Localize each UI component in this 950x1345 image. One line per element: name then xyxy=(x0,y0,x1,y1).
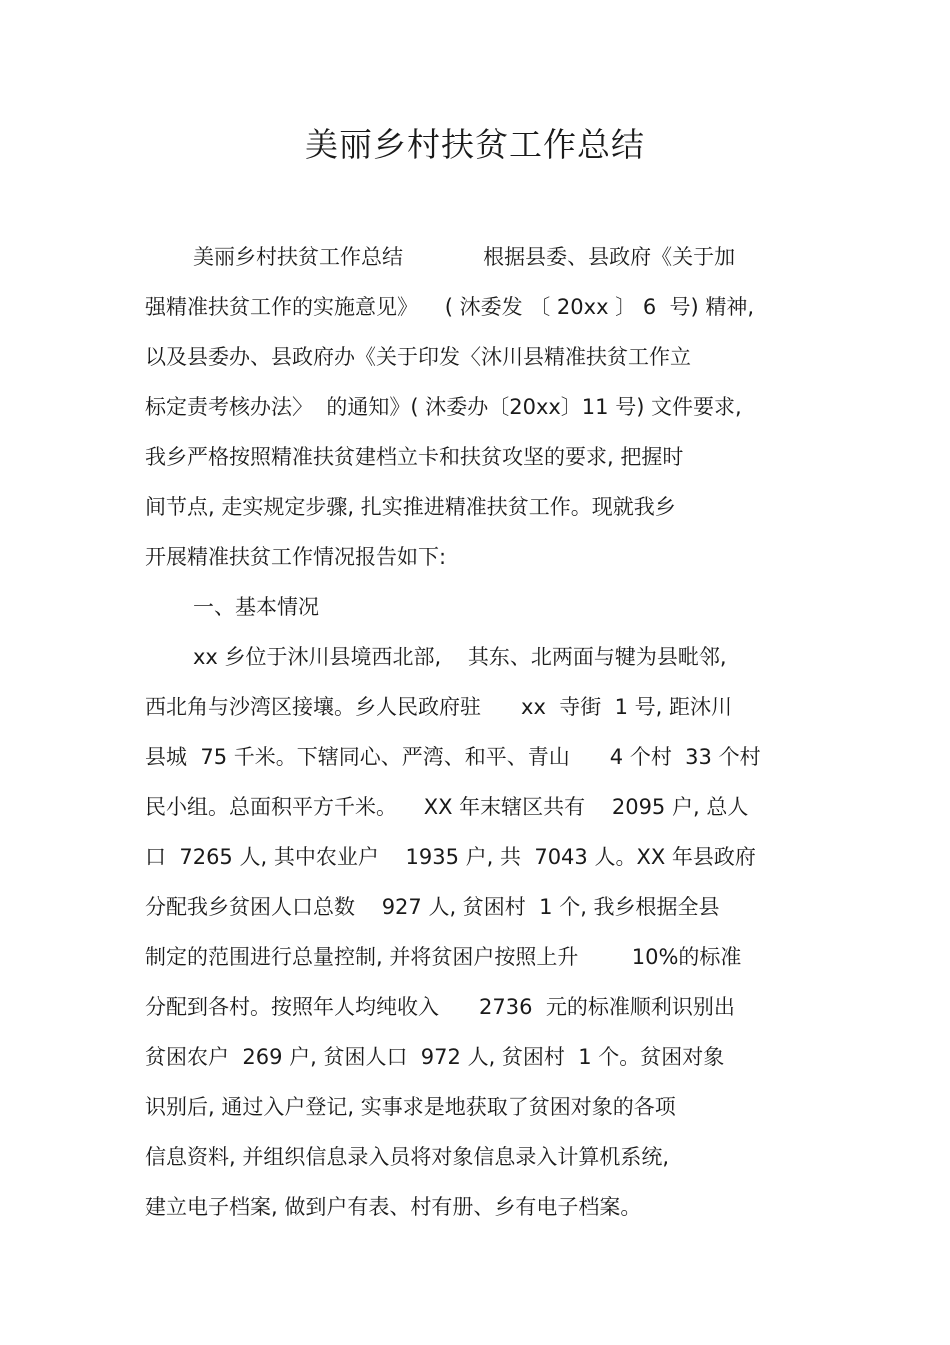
paragraph-line: 民小组。总面积平方千米。 XX 年末辖区共有 2095 户, 总人 xyxy=(145,795,749,819)
document-title: 美丽乡村扶贫工作总结 xyxy=(305,125,645,164)
paragraph-line: 分配到各村。按照年人均纯收入 2736 元的标准顺利识别出 xyxy=(145,995,735,1019)
section-heading: 一、基本情况 xyxy=(193,595,319,619)
paragraph-line: 我乡严格按照精准扶贫建档立卡和扶贫攻坚的要求, 把握时 xyxy=(145,445,684,469)
paragraph-line: 强精准扶贫工作的实施意见》 ( 沐委发 〔 20xx 〕 6 号) 精神, xyxy=(145,295,755,319)
paragraph-line: 分配我乡贫困人口总数 927 人, 贫困村 1 个, 我乡根据全县 xyxy=(145,895,720,919)
paragraph-line: 识别后, 通过入户登记, 实事求是地获取了贫困对象的各项 xyxy=(145,1095,676,1119)
paragraph-line: 以及县委办、县政府办《关于印发〈沐川县精准扶贫工作立 xyxy=(145,345,691,369)
paragraph-line: 制定的范围进行总量控制, 并将贫困户按照上升 10%的标准 xyxy=(145,945,742,969)
paragraph-line: 美丽乡村扶贫工作总结 根据县委、县政府《关于加 xyxy=(193,245,736,269)
paragraph-line: 贫困农户 269 户, 贫困人口 972 人, 贫困村 1 个。贫困对象 xyxy=(145,1045,725,1069)
paragraph-line: 间节点, 走实规定步骤, 扎实推进精准扶贫工作。现就我乡 xyxy=(145,495,676,519)
paragraph-line: 信息资料, 并组织信息录入员将对象信息录入计算机系统, xyxy=(145,1145,670,1169)
paragraph-line: xx 乡位于沐川县境西北部, 其东、北两面与犍为县毗邻, xyxy=(193,645,727,669)
paragraph-line: 开展精准扶贫工作情况报告如下: xyxy=(145,545,447,569)
paragraph-line: 建立电子档案, 做到户有表、村有册、乡有电子档案。 xyxy=(145,1195,642,1219)
paragraph-line: 口 7265 人, 其中农业户 1935 户, 共 7043 人。XX 年县政府 xyxy=(145,845,756,869)
paragraph-line: 西北角与沙湾区接壤。乡人民政府驻 xx 寺街 1 号, 距沐川 xyxy=(145,695,732,719)
paragraph-line: 县城 75 千米。下辖同心、严湾、和平、青山 4 个村 33 个村 xyxy=(145,745,761,769)
paragraph-line: 标定责考核办法〉 的通知》( 沐委办〔20xx〕11 号) 文件要求, xyxy=(145,395,742,419)
